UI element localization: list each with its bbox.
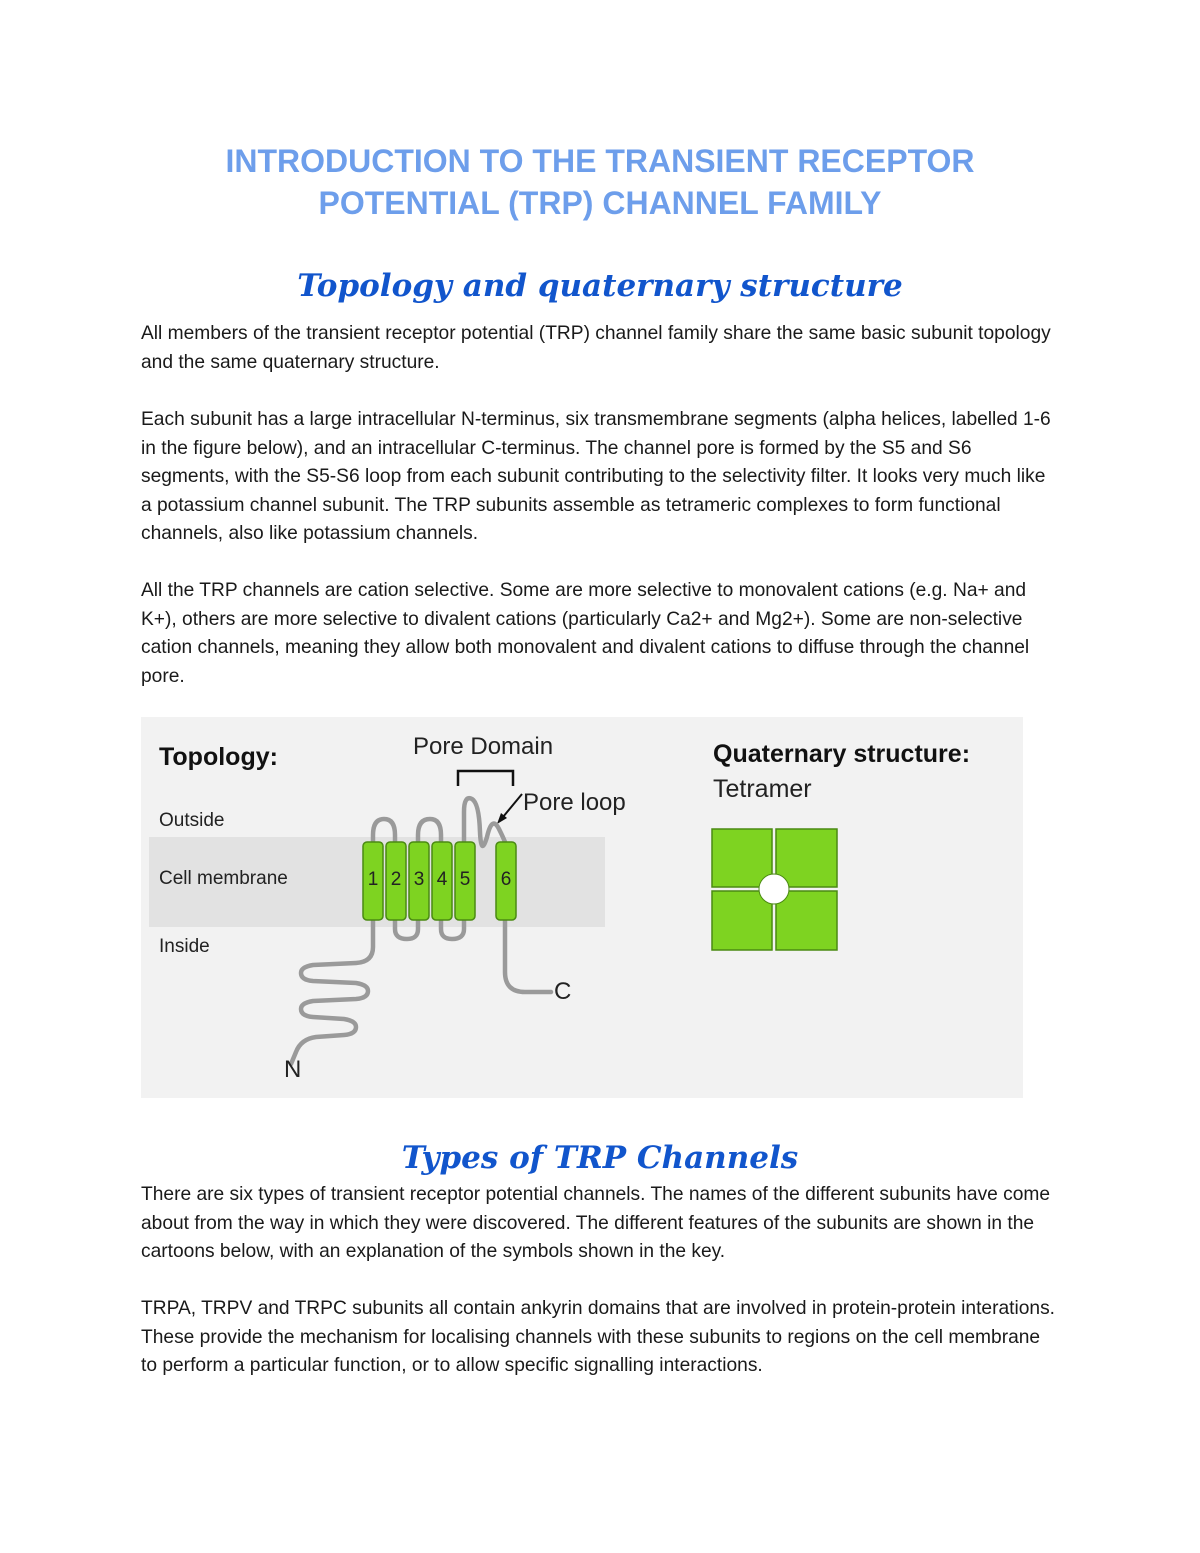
inside-label: Inside bbox=[159, 936, 210, 957]
segment-label-5: 5 bbox=[459, 869, 471, 890]
tetramer-subunit-4 bbox=[776, 891, 837, 950]
section-heading-topology: Topology and quaternary structure bbox=[297, 268, 903, 304]
paragraph-topology-intro: All members of the transient receptor potential (TRP) channel family share the same basic subunit topology and the same quaternary structure. bbox=[141, 323, 1051, 373]
topology-label: Topology: bbox=[159, 743, 278, 771]
cell-membrane-label: Cell membrane bbox=[159, 868, 288, 889]
pore-loop-label: Pore loop bbox=[523, 789, 626, 816]
topology-diagram bbox=[141, 717, 1023, 1098]
section-heading-types: Types of TRP Channels bbox=[401, 1140, 799, 1176]
segment-label-6: 6 bbox=[500, 869, 512, 890]
c-terminus-label: C bbox=[554, 978, 572, 1005]
segment-label-3: 3 bbox=[413, 869, 425, 890]
tetramer-label: Tetramer bbox=[713, 775, 812, 803]
paragraph-six-types: There are six types of transient receptor potential channels. The names of the different subunits have come about from the way in which they were discovered. The different features of the subunits are shown in the cartoons below, with an explanation of the symbols shown in the key. bbox=[141, 1184, 1051, 1263]
title-line-2: POTENTIAL (TRP) CHANNEL FAMILY bbox=[318, 185, 882, 221]
paragraph-cation-selectivity: All the TRP channels are cation selective. Some are more selective to monovalent cations (e.g. Na+ and K+), others are more selective to divalent cations (particularly Ca2+ and Mg2+). Some are non-selective cation channels, meaning they allow both monovalent and divalent cations to diffuse through the channel pore. bbox=[141, 580, 1030, 687]
pore-domain-label: Pore Domain bbox=[413, 733, 554, 760]
quaternary-structure-label: Quaternary structure: bbox=[713, 740, 971, 768]
segment-label-4: 4 bbox=[436, 869, 448, 890]
paragraph-ankyrin-domains: TRPA, TRPV and TRPC subunits all contain ankyrin domains that are involved in protein-protein interations. These provide the mechanism for localising channels with these subunits to regions on the cell membrane to perform a particular function, or to allow specific signalling interactions. bbox=[141, 1298, 1056, 1377]
title-line-1: INTRODUCTION TO THE TRANSIENT RECEPTOR bbox=[225, 143, 975, 179]
topology-figure bbox=[141, 717, 1023, 1098]
n-terminus-label: N bbox=[284, 1056, 302, 1083]
tetramer-pore bbox=[759, 874, 789, 904]
paragraph-subunit-structure: Each subunit has a large intracellular N-terminus, six transmembrane segments (alpha helices, labelled 1-6 in the figure below), and an intracellular C-terminus. The channel pore is formed by the S5 and S6 segments, with the S5-S6 loop from each subunit contributing to the selectivity filter. It looks very much like a potassium channel subunit. The TRP subunits assemble as tetrameric complexes to form functional channels, also like potassium channels. bbox=[141, 409, 1051, 545]
segment-label-1: 1 bbox=[367, 869, 379, 890]
segment-label-2: 2 bbox=[390, 869, 402, 890]
document-title bbox=[120, 140, 1080, 224]
outside-label: Outside bbox=[159, 810, 225, 831]
